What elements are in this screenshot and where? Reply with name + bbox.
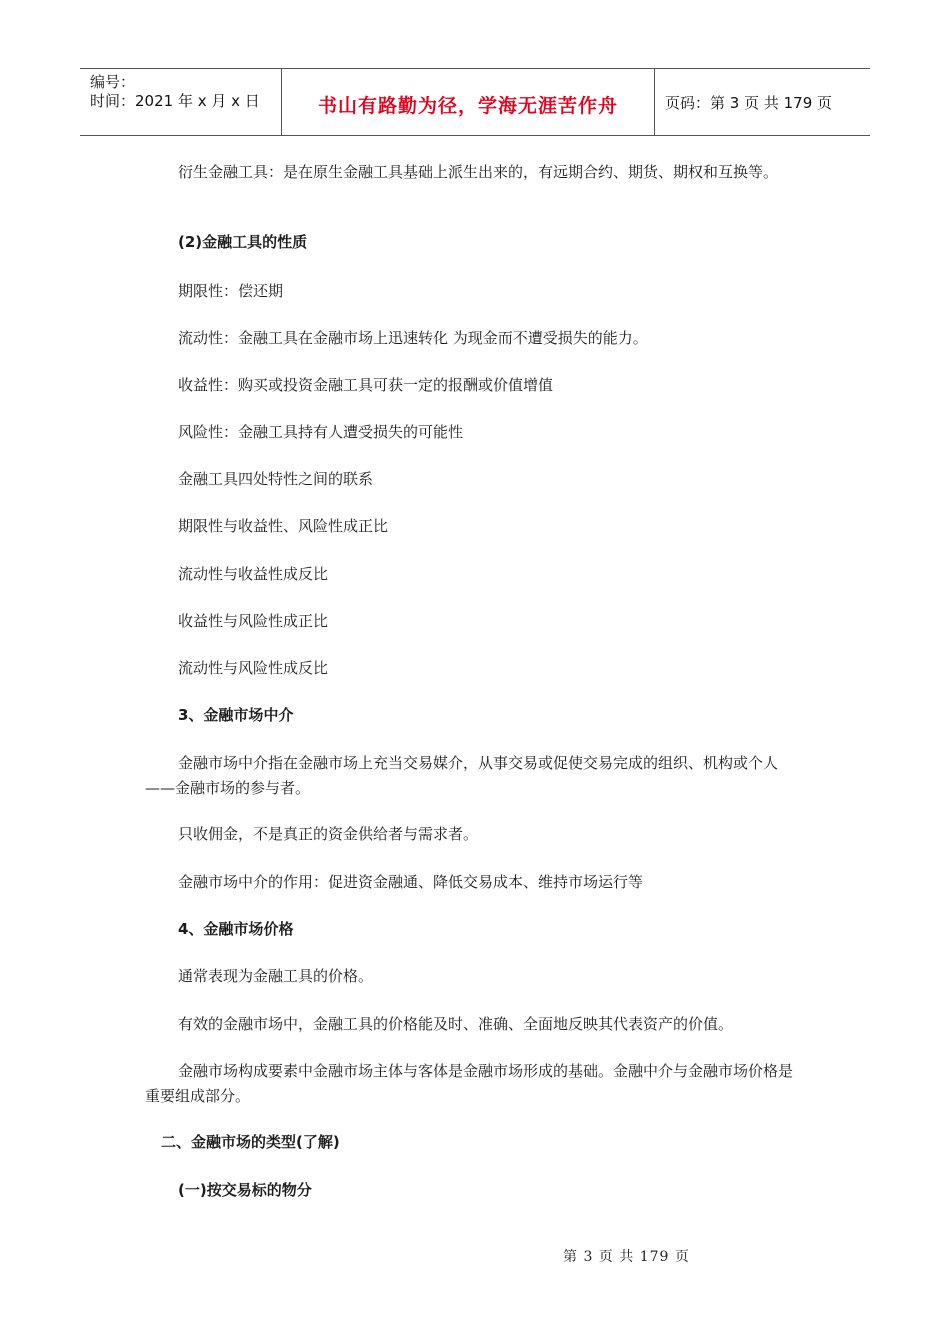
time-label: 时间：2021 年 x 月 x 日 xyxy=(90,92,260,110)
page-info: 页码：第 3 页 共 179 页 xyxy=(665,93,833,112)
paragraph: 通常表现为金融工具的价格。 xyxy=(178,967,374,985)
paragraph: 有效的金融市场中，金融工具的价格能及时、准确、全面地反映其代表资产的价值。 xyxy=(178,1015,734,1033)
paragraph: 流动性与风险性成反比 xyxy=(178,659,329,677)
paragraph: 金融市场中介的作用：促进资金融通、降低交易成本、维持市场运行等 xyxy=(178,873,644,891)
header-motto-cell xyxy=(282,69,655,135)
motto: 书山有路勤为径，学海无涯苦作舟 xyxy=(317,94,618,117)
paragraph: 期限性：偿还期 xyxy=(178,282,284,300)
paragraph: 金融工具四处特性之间的联系 xyxy=(178,470,374,488)
page-footer: 第 3 页 共 179 页 xyxy=(563,1249,690,1265)
section-heading: (一)按交易标的物分 xyxy=(178,1181,312,1199)
paragraph: 收益性与风险性成正比 xyxy=(178,612,329,630)
paragraph: 收益性：购买或投资金融工具可获一定的报酬或价值增值 xyxy=(178,376,554,394)
section-heading: (2)金融工具的性质 xyxy=(178,233,308,251)
header-meta xyxy=(80,69,282,135)
header-page-info xyxy=(655,69,870,135)
section-heading: 二、金融市场的类型(了解) xyxy=(161,1133,340,1151)
section-heading: 3、金融市场中介 xyxy=(178,706,294,724)
code-label: 编号： xyxy=(90,73,136,91)
paragraph: 流动性：金融工具在金融市场上迅速转化 为现金而不遭受损失的能力。 xyxy=(178,329,648,347)
paragraph: 金融市场构成要素中金融市场主体与客体是金融市场形成的基础。金融中介与金融市场价格是重要组成部分。 xyxy=(145,1062,794,1105)
paragraph: 风险性：金融工具持有人遭受损失的可能性 xyxy=(178,423,464,441)
paragraph: 金融市场中介指在金融市场上充当交易媒介，从事交易或促使交易完成的组织、机构或个人——金融市场的参与者。 xyxy=(145,754,779,797)
page-header xyxy=(80,68,870,136)
paragraph: 期限性与收益性、风险性成正比 xyxy=(178,517,389,535)
paragraph: 衍生金融工具：是在原生金融工具基础上派生出来的，有远期合约、期货、期权和互换等。 xyxy=(178,163,779,181)
section-heading: 4、金融市场价格 xyxy=(178,920,294,938)
paragraph: 流动性与收益性成反比 xyxy=(178,565,329,583)
paragraph: 只收佣金，不是真正的资金供给者与需求者。 xyxy=(178,825,479,843)
